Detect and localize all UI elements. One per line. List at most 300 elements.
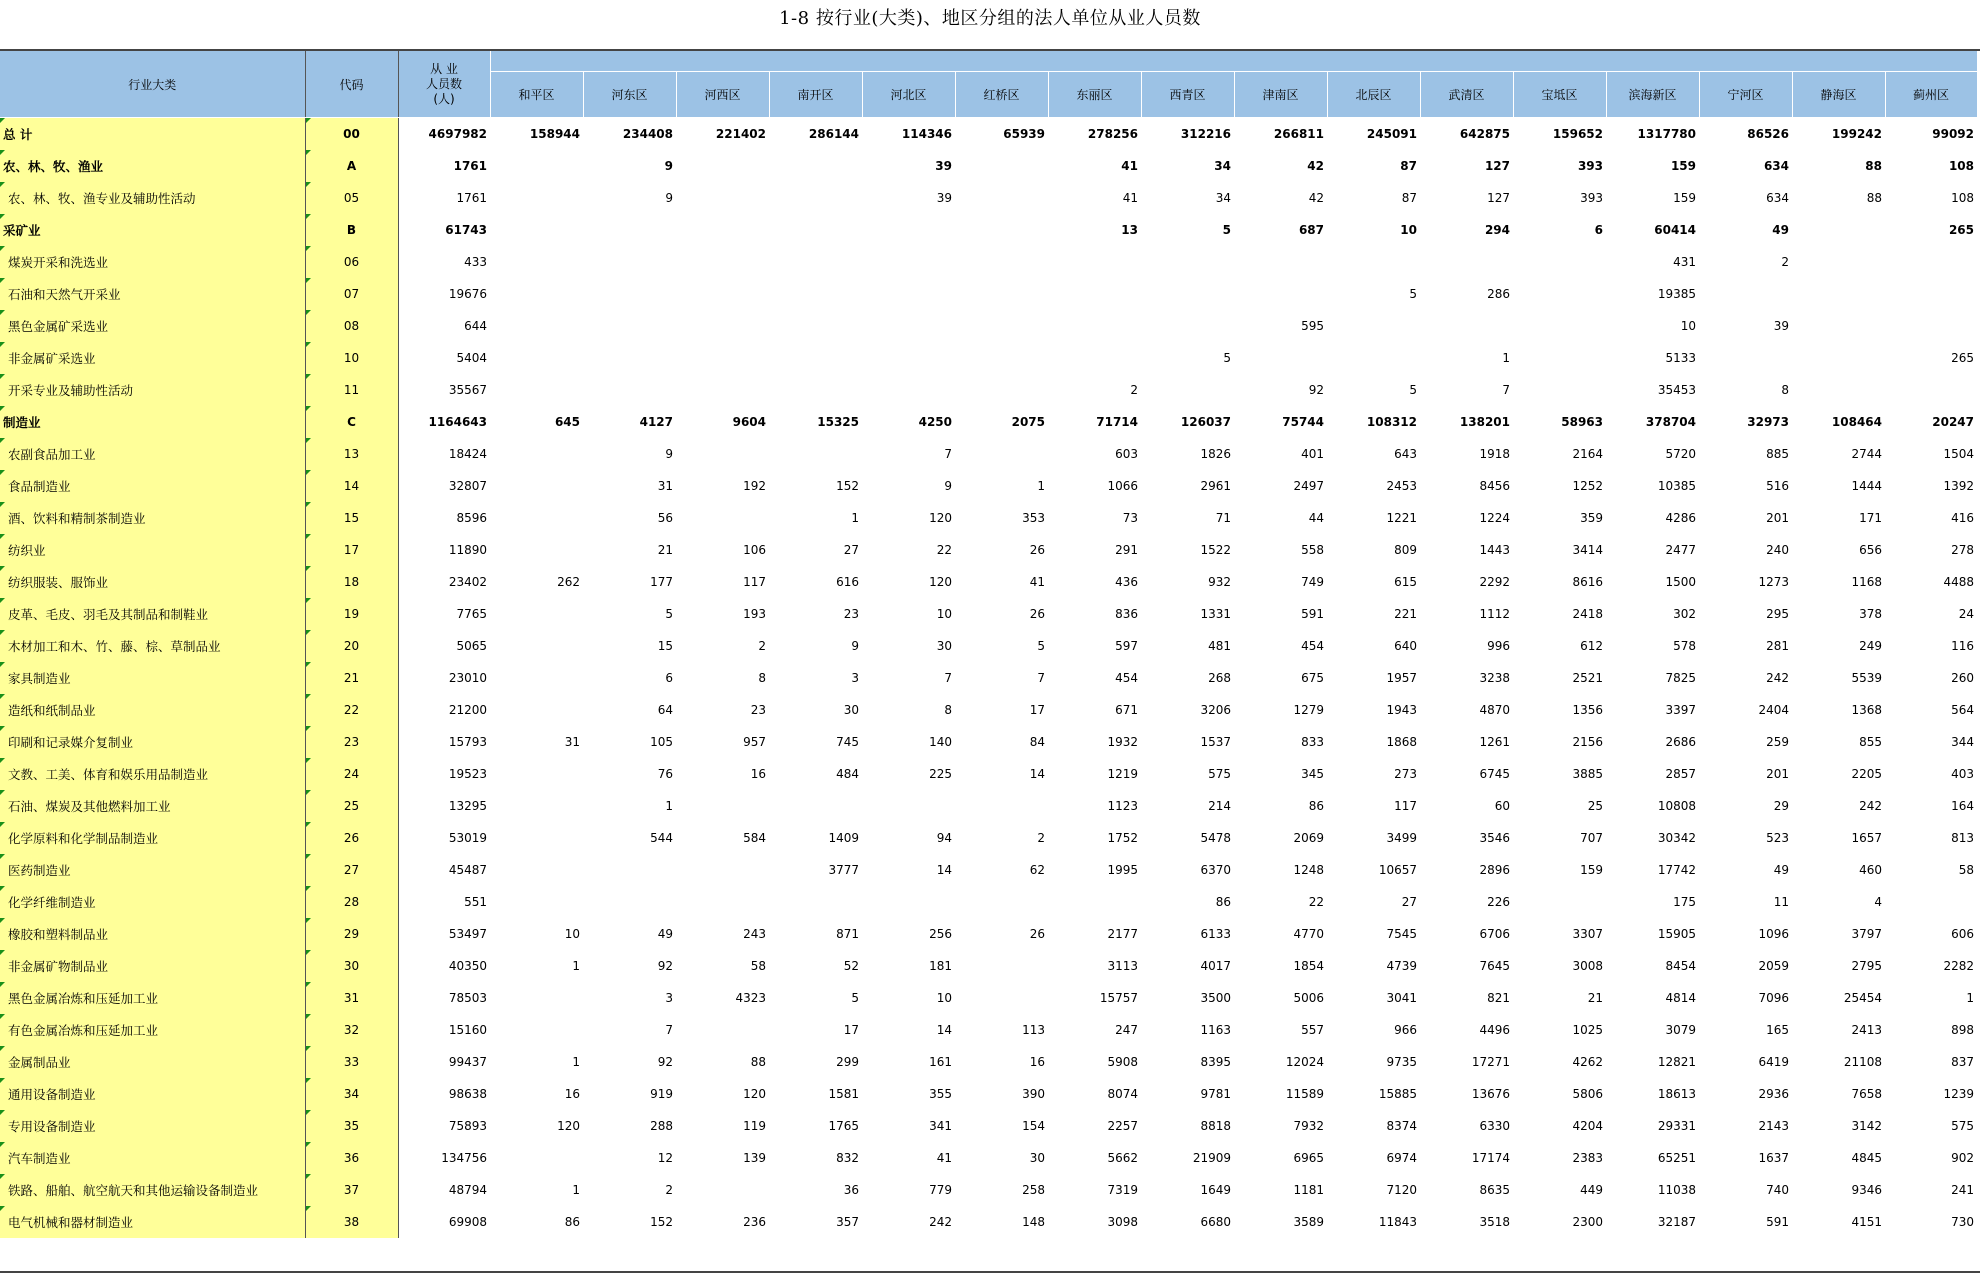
total-cell: 23402: [448, 575, 487, 589]
industry-cell: 农、林、牧、渔专业及辅助性活动: [0, 182, 305, 214]
total-cell: 11890: [448, 543, 487, 557]
district-value-cell: 152: [650, 1215, 673, 1229]
district-value-cell: 4127: [639, 415, 673, 429]
district-value-cell: 113: [1022, 1023, 1045, 1037]
district-value-cell: 5: [1409, 287, 1417, 301]
district-value-cell: 871: [836, 927, 859, 941]
district-value-cell: 6: [665, 671, 673, 685]
district-value-cell: 10: [564, 927, 580, 941]
district-value-cell: [490, 982, 583, 1014]
district-value-cell: [862, 342, 955, 374]
district-value-cell: [769, 310, 862, 342]
district-value-cell: 1112: [1479, 607, 1510, 621]
district-value-cell: 1273: [1758, 575, 1789, 589]
district-value-cell: 265: [1951, 351, 1974, 365]
table-row: [0, 982, 1977, 1014]
district-value-cell: [862, 310, 955, 342]
district-value-cell: 92: [657, 1055, 673, 1069]
district-value-cell: 16: [564, 1087, 580, 1101]
district-value-cell: 5133: [1665, 351, 1696, 365]
district-value-cell: 836: [1115, 607, 1138, 621]
district-value-cell: [769, 246, 862, 278]
total-cell: 1164643: [428, 415, 487, 429]
district-value-cell: 1500: [1665, 575, 1696, 589]
total-cell: 69908: [448, 1215, 487, 1229]
district-value-cell: 1637: [1758, 1151, 1789, 1165]
district-value-cell: 595: [1301, 319, 1324, 333]
district-value-cell: 1868: [1386, 735, 1417, 749]
industry-cell: 通用设备制造业: [0, 1078, 305, 1110]
district-value-cell: 597: [1115, 639, 1138, 653]
district-value-cell: 288: [650, 1119, 673, 1133]
district-value-cell: 1279: [1293, 703, 1324, 717]
district-value-cell: 558: [1301, 543, 1324, 557]
district-value-cell: 159: [1670, 159, 1696, 173]
district-value-cell: 26: [1029, 543, 1045, 557]
district-value-cell: 87: [1400, 159, 1417, 173]
district-value-cell: 294: [1484, 223, 1510, 237]
table-row: [0, 598, 1977, 630]
district-value-cell: [955, 182, 1048, 214]
district-value-cell: [676, 502, 769, 534]
district-value-cell: 615: [1394, 575, 1417, 589]
district-value-cell: [490, 598, 583, 630]
district-value-cell: 8616: [1572, 575, 1603, 589]
district-value-cell: [583, 214, 676, 246]
district-value-cell: 932: [1208, 575, 1231, 589]
industry-cell: 煤炭开采和洗选业: [0, 246, 305, 278]
district-value-cell: [1792, 342, 1885, 374]
industry-cell: 农、林、牧、渔业: [0, 150, 305, 182]
industry-cell: 金属制品业: [0, 1046, 305, 1078]
table-row: [0, 1046, 1977, 1078]
district-value-cell: 14: [936, 1023, 952, 1037]
district-value-cell: 1957: [1386, 671, 1417, 685]
district-value-cell: 8395: [1200, 1055, 1231, 1069]
district-value-cell: 265: [1948, 223, 1974, 237]
district-value-cell: 21: [1587, 991, 1603, 1005]
district-value-cell: 302: [1673, 607, 1696, 621]
district-value-cell: [1885, 246, 1977, 278]
district-value-cell: [490, 534, 583, 566]
district-value-cell: 7319: [1107, 1183, 1138, 1197]
district-value-cell: 92: [1308, 383, 1324, 397]
code-cell: B: [305, 214, 398, 246]
code-cell: 15: [305, 502, 398, 534]
district-value-cell: 278256: [1087, 127, 1138, 141]
header-district: 蓟州区: [1885, 72, 1977, 118]
district-value-cell: 1409: [828, 831, 859, 845]
table-row: [0, 406, 1977, 438]
district-value-cell: [1327, 342, 1420, 374]
district-value-cell: 449: [1580, 1183, 1603, 1197]
total-cell: 7765: [456, 607, 487, 621]
district-value-cell: 687: [1298, 223, 1324, 237]
district-value-cell: 643: [1394, 447, 1417, 461]
district-value-cell: 3518: [1479, 1215, 1510, 1229]
district-value-cell: 460: [1859, 863, 1882, 877]
industry-cell: 非金属矿物制品业: [0, 950, 305, 982]
district-value-cell: [490, 662, 583, 694]
district-value-cell: [955, 982, 1048, 1014]
district-value-cell: 201: [1766, 511, 1789, 525]
district-value-cell: 221402: [715, 127, 766, 141]
district-value-cell: [1792, 214, 1885, 246]
district-value-cell: 23: [843, 607, 859, 621]
district-value-cell: 76: [657, 767, 673, 781]
code-cell: 19: [305, 598, 398, 630]
district-value-cell: 9: [944, 479, 952, 493]
district-value-cell: 21: [657, 543, 673, 557]
district-value-cell: 4262: [1572, 1055, 1603, 1069]
district-value-cell: [1141, 310, 1234, 342]
district-value-cell: 4496: [1479, 1023, 1510, 1037]
district-value-cell: 2177: [1107, 927, 1138, 941]
district-value-cell: 86: [564, 1215, 580, 1229]
district-value-cell: [1699, 342, 1792, 374]
district-value-cell: [490, 182, 583, 214]
district-value-cell: 431: [1673, 255, 1696, 269]
district-value-cell: 4488: [1943, 575, 1974, 589]
district-value-cell: 5: [1409, 383, 1417, 397]
district-value-cell: 1248: [1293, 863, 1324, 877]
district-value-cell: 481: [1208, 639, 1231, 653]
district-value-cell: 193: [743, 607, 766, 621]
district-value-cell: 2404: [1758, 703, 1789, 717]
district-value-cell: 243: [743, 927, 766, 941]
district-value-cell: 390: [1022, 1087, 1045, 1101]
district-value-cell: [955, 246, 1048, 278]
district-value-cell: [676, 278, 769, 310]
district-value-cell: [1792, 374, 1885, 406]
district-value-cell: [1885, 886, 1977, 918]
district-value-cell: 3: [665, 991, 673, 1005]
district-value-cell: 1: [572, 1183, 580, 1197]
district-value-cell: 1995: [1107, 863, 1138, 877]
district-value-cell: 10808: [1657, 799, 1696, 813]
total-cell: 18424: [448, 447, 487, 461]
header-total: [398, 51, 490, 118]
district-value-cell: 779: [929, 1183, 952, 1197]
code-cell: 13: [305, 438, 398, 470]
district-value-cell: 24: [1958, 607, 1974, 621]
table-row: [0, 214, 1977, 246]
code-cell: 05: [305, 182, 398, 214]
district-value-cell: 158944: [529, 127, 580, 141]
code-cell: 18: [305, 566, 398, 598]
district-value-cell: 3589: [1293, 1215, 1324, 1229]
district-value-cell: 898: [1951, 1023, 1974, 1037]
district-value-cell: 7120: [1386, 1183, 1417, 1197]
total-cell: 134756: [441, 1151, 487, 1165]
district-value-cell: 17174: [1471, 1151, 1510, 1165]
district-value-cell: 71: [1215, 511, 1231, 525]
district-value-cell: 58: [1958, 863, 1974, 877]
header-district: 宝坻区: [1513, 72, 1606, 118]
district-value-cell: 3397: [1665, 703, 1696, 717]
district-value-cell: [1513, 374, 1606, 406]
district-value-cell: 22: [936, 543, 952, 557]
district-value-cell: 4845: [1851, 1151, 1882, 1165]
district-value-cell: [1048, 342, 1141, 374]
district-value-cell: 4870: [1479, 703, 1510, 717]
district-value-cell: 1123: [1107, 799, 1138, 813]
table-row: [0, 854, 1977, 886]
district-value-cell: 640: [1394, 639, 1417, 653]
district-value-cell: 393: [1580, 191, 1603, 205]
district-value-cell: 41: [936, 1151, 952, 1165]
district-value-cell: 353: [1022, 511, 1045, 525]
district-value-cell: [955, 310, 1048, 342]
table-row: [0, 1206, 1977, 1238]
district-value-cell: 1: [851, 511, 859, 525]
district-value-cell: [1885, 278, 1977, 310]
district-value-cell: 13: [1121, 223, 1138, 237]
district-value-cell: 88: [750, 1055, 766, 1069]
district-value-cell: [1420, 246, 1513, 278]
district-value-cell: 56: [657, 511, 673, 525]
district-value-cell: [676, 342, 769, 374]
total-cell: 5404: [456, 351, 487, 365]
district-value-cell: 10: [1400, 223, 1417, 237]
header-district: 静海区: [1792, 72, 1885, 118]
district-value-cell: 9: [664, 159, 673, 173]
district-value-cell: [490, 150, 583, 182]
district-value-cell: 1522: [1200, 543, 1231, 557]
district-value-cell: 996: [1487, 639, 1510, 653]
district-value-cell: 966: [1394, 1023, 1417, 1037]
district-value-cell: 1649: [1200, 1183, 1231, 1197]
header-district: 河东区: [583, 72, 676, 118]
total-cell: 40350: [448, 959, 487, 973]
district-value-cell: 1: [665, 799, 673, 813]
industry-cell: 酒、饮料和精制茶制造业: [0, 502, 305, 534]
district-value-cell: 671: [1115, 703, 1138, 717]
district-value-cell: 9781: [1200, 1087, 1231, 1101]
district-value-cell: [1327, 310, 1420, 342]
district-value-cell: 127: [1484, 159, 1510, 173]
district-value-cell: 49: [657, 927, 673, 941]
district-value-cell: 140: [929, 735, 952, 749]
district-value-cell: 634: [1763, 159, 1789, 173]
district-value-cell: 71714: [1096, 415, 1138, 429]
table-row: [0, 278, 1977, 310]
district-value-cell: 1181: [1293, 1183, 1324, 1197]
district-value-cell: 575: [1208, 767, 1231, 781]
district-value-cell: 286144: [808, 127, 859, 141]
district-value-cell: 295: [1766, 607, 1789, 621]
header-district: 和平区: [490, 72, 583, 118]
code-cell: 30: [305, 950, 398, 982]
district-value-cell: 87: [1401, 191, 1417, 205]
district-value-cell: 2075: [1011, 415, 1045, 429]
district-value-cell: 3098: [1107, 1215, 1138, 1229]
table-body: [0, 118, 1977, 1239]
district-value-cell: 378704: [1645, 415, 1696, 429]
district-value-cell: 281: [1766, 639, 1789, 653]
district-value-cell: [1141, 246, 1234, 278]
header-district: 河北区: [862, 72, 955, 118]
district-value-cell: 2383: [1572, 1151, 1603, 1165]
district-value-cell: 436: [1115, 575, 1138, 589]
district-value-cell: 262: [557, 575, 580, 589]
district-value-cell: [676, 854, 769, 886]
district-value-cell: 159: [1673, 191, 1696, 205]
district-value-cell: [1885, 374, 1977, 406]
table-row: [0, 630, 1977, 662]
district-value-cell: 6965: [1293, 1151, 1324, 1165]
district-value-cell: 393: [1577, 159, 1603, 173]
district-value-cell: [1048, 310, 1141, 342]
industry-cell: 化学纤维制造业: [0, 886, 305, 918]
district-value-cell: 7645: [1479, 959, 1510, 973]
district-value-cell: [583, 886, 676, 918]
district-value-cell: [490, 694, 583, 726]
district-value-cell: 3008: [1572, 959, 1603, 973]
district-value-cell: 1163: [1200, 1023, 1231, 1037]
district-value-cell: [490, 758, 583, 790]
district-value-cell: 6745: [1479, 767, 1510, 781]
district-value-cell: 606: [1951, 927, 1974, 941]
district-value-cell: 29: [1773, 799, 1789, 813]
table-row: [0, 470, 1977, 502]
district-value-cell: 20247: [1932, 415, 1974, 429]
district-value-cell: 8635: [1479, 1183, 1510, 1197]
code-cell: 36: [305, 1142, 398, 1174]
district-value-cell: 12024: [1285, 1055, 1324, 1069]
district-value-cell: 656: [1859, 543, 1882, 557]
total-cell: 1761: [456, 191, 487, 205]
district-value-cell: 575: [1951, 1119, 1974, 1133]
district-value-cell: [490, 790, 583, 822]
code-cell: 17: [305, 534, 398, 566]
table-row: [0, 534, 1977, 566]
district-value-cell: 241: [1951, 1183, 1974, 1197]
district-value-cell: [955, 278, 1048, 310]
industry-cell: 纺织业: [0, 534, 305, 566]
district-value-cell: 64: [657, 703, 673, 717]
district-value-cell: [490, 1142, 583, 1174]
table-row: [0, 662, 1977, 694]
district-value-cell: 4814: [1665, 991, 1696, 1005]
district-value-cell: 10: [936, 991, 952, 1005]
industry-cell: 总 计: [0, 118, 305, 151]
district-value-cell: 1657: [1851, 831, 1882, 845]
district-value-cell: 3079: [1665, 1023, 1696, 1037]
district-value-cell: 3777: [828, 863, 859, 877]
district-value-cell: 2069: [1293, 831, 1324, 845]
district-value-cell: 260: [1951, 671, 1974, 685]
district-value-cell: 7658: [1851, 1087, 1882, 1101]
district-value-cell: 138201: [1459, 415, 1510, 429]
district-value-cell: 5806: [1572, 1087, 1603, 1101]
district-value-cell: 2292: [1479, 575, 1510, 589]
district-value-cell: 5: [1037, 639, 1045, 653]
district-value-cell: [769, 790, 862, 822]
district-value-cell: 108464: [1831, 415, 1882, 429]
header-industry: 行业大类: [0, 51, 305, 118]
district-value-cell: [1792, 246, 1885, 278]
district-value-cell: 11038: [1657, 1183, 1696, 1197]
total-cell: 78503: [448, 991, 487, 1005]
district-value-cell: 17: [843, 1023, 859, 1037]
district-value-cell: 1224: [1479, 511, 1510, 525]
district-value-cell: [676, 310, 769, 342]
district-value-cell: 1: [1502, 351, 1510, 365]
district-value-cell: [1513, 310, 1606, 342]
district-value-cell: [1513, 246, 1606, 278]
district-value-cell: 39: [936, 191, 952, 205]
district-value-cell: [676, 150, 769, 182]
district-value-cell: 2: [1037, 831, 1045, 845]
district-value-cell: 268: [1208, 671, 1231, 685]
district-value-cell: 25454: [1843, 991, 1882, 1005]
district-value-cell: 41: [1122, 191, 1138, 205]
district-value-cell: 809: [1394, 543, 1417, 557]
district-value-cell: [490, 246, 583, 278]
district-value-cell: 10: [1680, 319, 1696, 333]
table-row: [0, 822, 1977, 854]
district-value-cell: 8074: [1107, 1087, 1138, 1101]
total-cell: 99437: [448, 1055, 487, 1069]
district-value-cell: [1048, 886, 1141, 918]
table-row: [0, 374, 1977, 406]
district-value-cell: 6370: [1200, 863, 1231, 877]
district-value-cell: 312216: [1180, 127, 1231, 141]
total-cell: 53019: [448, 831, 487, 845]
district-value-cell: 1168: [1851, 575, 1882, 589]
district-value-cell: 108: [1948, 159, 1974, 173]
district-value-cell: 1261: [1479, 735, 1510, 749]
industry-cell: 汽车制造业: [0, 1142, 305, 1174]
district-value-cell: [676, 182, 769, 214]
district-value-cell: 4323: [735, 991, 766, 1005]
code-cell: A: [305, 150, 398, 182]
district-value-cell: 242: [929, 1215, 952, 1229]
district-value-cell: 62: [1029, 863, 1045, 877]
district-value-cell: 642875: [1459, 127, 1510, 141]
district-value-cell: 564: [1951, 703, 1974, 717]
district-value-cell: 1221: [1386, 511, 1417, 525]
industry-cell: 非金属矿采选业: [0, 342, 305, 374]
district-value-cell: 225: [929, 767, 952, 781]
district-value-cell: 60: [1494, 799, 1510, 813]
district-value-cell: 32187: [1657, 1215, 1696, 1229]
district-value-cell: 256: [929, 927, 952, 941]
district-value-cell: 9: [665, 191, 673, 205]
district-value-cell: [490, 310, 583, 342]
district-value-cell: 116: [1951, 639, 1974, 653]
header-total-line2: 人员数: [425, 76, 462, 91]
header-district: 武清区: [1420, 72, 1513, 118]
district-value-cell: 120: [929, 511, 952, 525]
code-cell: 25: [305, 790, 398, 822]
district-value-cell: 31: [564, 735, 580, 749]
district-value-cell: 17742: [1657, 863, 1696, 877]
total-cell: 98638: [448, 1087, 487, 1101]
district-value-cell: 108: [1951, 191, 1974, 205]
district-value-cell: 2418: [1572, 607, 1603, 621]
district-value-cell: 3238: [1479, 671, 1510, 685]
district-value-cell: 5: [1223, 351, 1231, 365]
district-value-cell: 403: [1951, 767, 1974, 781]
district-value-cell: [769, 374, 862, 406]
district-value-cell: 1581: [828, 1087, 859, 1101]
district-value-cell: 2: [758, 639, 766, 653]
total-cell: 13295: [448, 799, 487, 813]
total-cell: 8596: [456, 511, 487, 525]
district-value-cell: 159: [1580, 863, 1603, 877]
